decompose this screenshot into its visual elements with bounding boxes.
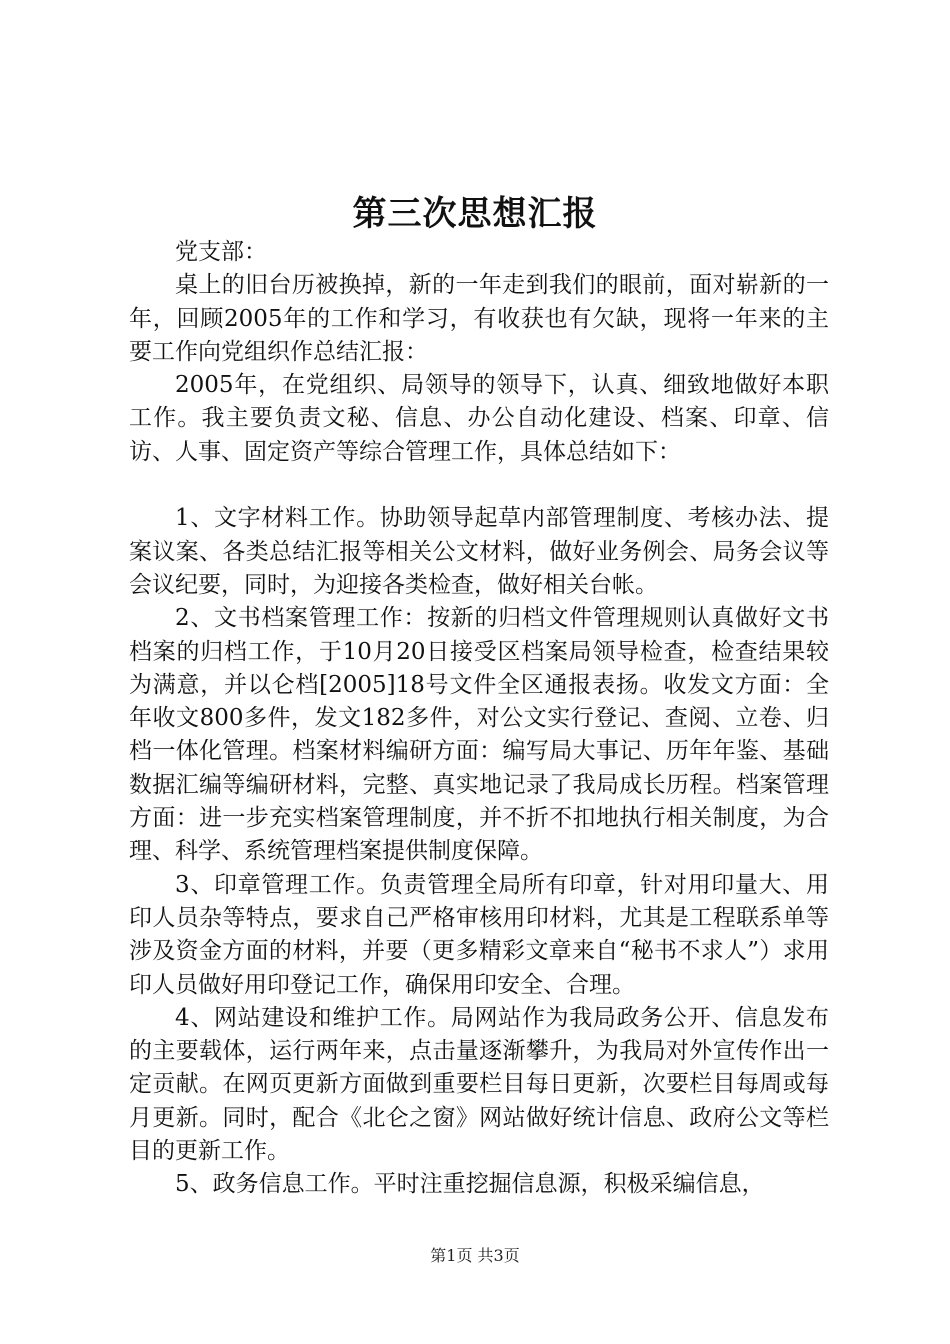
- paragraph-item-3: 3、印章管理工作。负责管理全局所有印章，针对用印量大、用印人员杂等特点，要求自己严格审核用印材料，尤其是工程联系单等涉及资金方面的材料，并要（更多精彩文章来自“秘书不求人”）求用印人员做好用印登记工作，确保用印安全、合理。: [129, 871, 829, 998]
- paragraph-item-4: 4、网站建设和维护工作。局网站作为我局政务公开、信息发布的主要载体，运行两年来，点击量逐渐攀升，为我局对外宣传作出一定贡献。在网页更新方面做到重要栏目每日更新，次要栏目每周或每月更新。同时，配合《北仑之窗》网站做好统计信息、政府公文等栏目的更新工作。: [129, 1004, 829, 1165]
- document-body: [129, 236, 829, 1202]
- page-footer: 第1页 共3页: [430, 1246, 520, 1265]
- paragraph-intro: 桌上的旧台历被换掉，新的一年走到我们的眼前，面对崭新的一年，回顾2005年的工作和学习，有收获也有欠缺，现将一年来的主要工作向党组织作总结汇报：: [129, 272, 829, 365]
- blank-line: [129, 469, 829, 502]
- paragraph-item-1: 1、文字材料工作。协助领导起草内部管理制度、考核办法、提案议案、各类总结汇报等相关公文材料，做好业务例会、局务会议等会议纪要，同时，为迎接各类检查，做好相关台帐。: [129, 505, 829, 598]
- paragraph-item-2: 2、文书档案管理工作：按新的归档文件管理规则认真做好文书档案的归档工作，于10月20日接受区档案局领导检查，检查结果较为满意，并以仑档[2005]18号文件全区通报表扬。收发文方面：全年收文800多件，发文182多件，对公文实行登记、查阅、立卷、归档一体化管理。档案材料编研方面：编写局大事记、历年年鉴、基础数据汇编等编研材料，完整、真实地记录了我局成长历程。档案管理方面：进一步充实档案管理制度，并不折不扣地执行相关制度，为合理、科学、系统管理档案提供制度保障。: [129, 605, 829, 865]
- paragraph-item-5: 5、政务信息工作。平时注重挖掘信息源，积极采编信息，: [175, 1171, 765, 1198]
- salutation: 党支部：: [175, 239, 267, 265]
- document-title: 第三次思想汇报: [352, 194, 598, 234]
- paragraph-overview: 2005年，在党组织、局领导的领导下，认真、细致地做好本职工作。我主要负责文秘、信息、办公自动化建设、档案、印章、信访、人事、固定资产等综合管理工作，具体总结如下：: [129, 372, 829, 465]
